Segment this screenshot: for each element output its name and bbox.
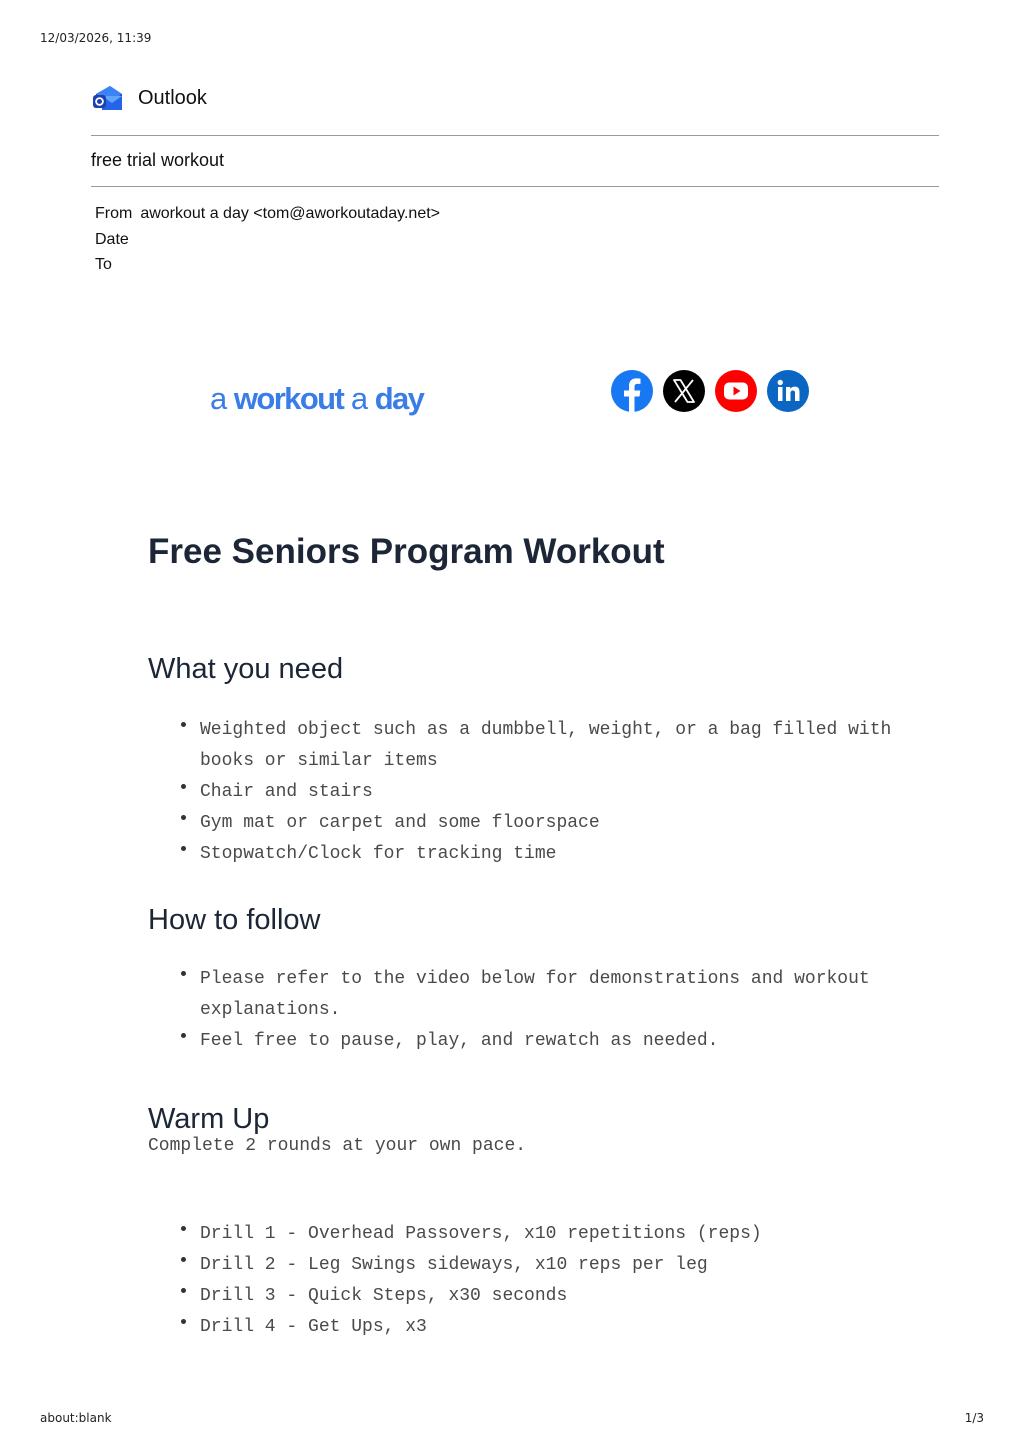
list-item: Drill 4 - Get Ups, x3 [148,1312,908,1343]
email-body [148,525,908,1343]
brand-logo[interactable] [210,381,423,417]
section-heading-how-to-follow: How to follow [148,904,321,936]
section-heading-warm-up: Warm Up [148,1103,270,1135]
list-item: Stopwatch/Clock for tracking time [148,839,908,870]
email-meta [95,201,440,278]
youtube-icon[interactable] [715,370,757,412]
brand-part: workout [233,381,344,416]
to-label: To [95,256,112,273]
list-item: Drill 1 - Overhead Passovers, x10 repetitions (reps) [148,1219,908,1250]
from-label: From [95,205,133,222]
list-item: Feel free to pause, play, and rewatch as needed. [148,1026,908,1057]
from-value[interactable]: aworkout a day <tom@aworkoutaday.net> [140,205,440,222]
how-to-follow-list [148,964,908,1057]
print-page-number: 1/3 [964,1411,984,1425]
app-name: Outlook [138,86,207,109]
facebook-icon[interactable] [611,370,653,412]
list-item: Please refer to the video below for demonstrations and workout explanations. [148,964,908,1026]
section-heading-what-you-need: What you need [148,653,344,685]
app-header [92,82,207,114]
brand-part: a [210,381,234,416]
list-item: Weighted object such as a dumbbell, weight, or a bag filled with books or similar items [148,715,908,777]
divider [91,186,939,187]
list-item: Drill 3 - Quick Steps, x30 seconds [148,1281,908,1312]
brand-part: a [343,381,375,416]
list-item: Chair and stairs [148,777,908,808]
divider [91,135,939,136]
date-row [95,227,440,253]
page-title: Free Seniors Program Workout [148,532,665,571]
brand-part: day [374,381,424,416]
warm-up-intro: Complete 2 rounds at your own pace. [148,1136,527,1156]
email-subject: free trial workout [91,150,225,170]
list-item: Gym mat or carpet and some floorspace [148,808,908,839]
list-item: Drill 2 - Leg Swings sideways, x10 reps per leg [148,1250,908,1281]
outlook-logo-icon [92,82,124,114]
date-label: Date [95,230,129,248]
x-icon[interactable] [663,370,705,412]
warm-up-list [148,1219,908,1343]
what-you-need-list [148,715,908,870]
linkedin-icon[interactable] [767,370,809,412]
print-timestamp: 12/03/2026, 11:39 [40,31,152,45]
to-row [95,252,440,278]
print-url: about:blank [40,1411,112,1425]
social-links [611,370,819,412]
from-row [95,201,440,227]
